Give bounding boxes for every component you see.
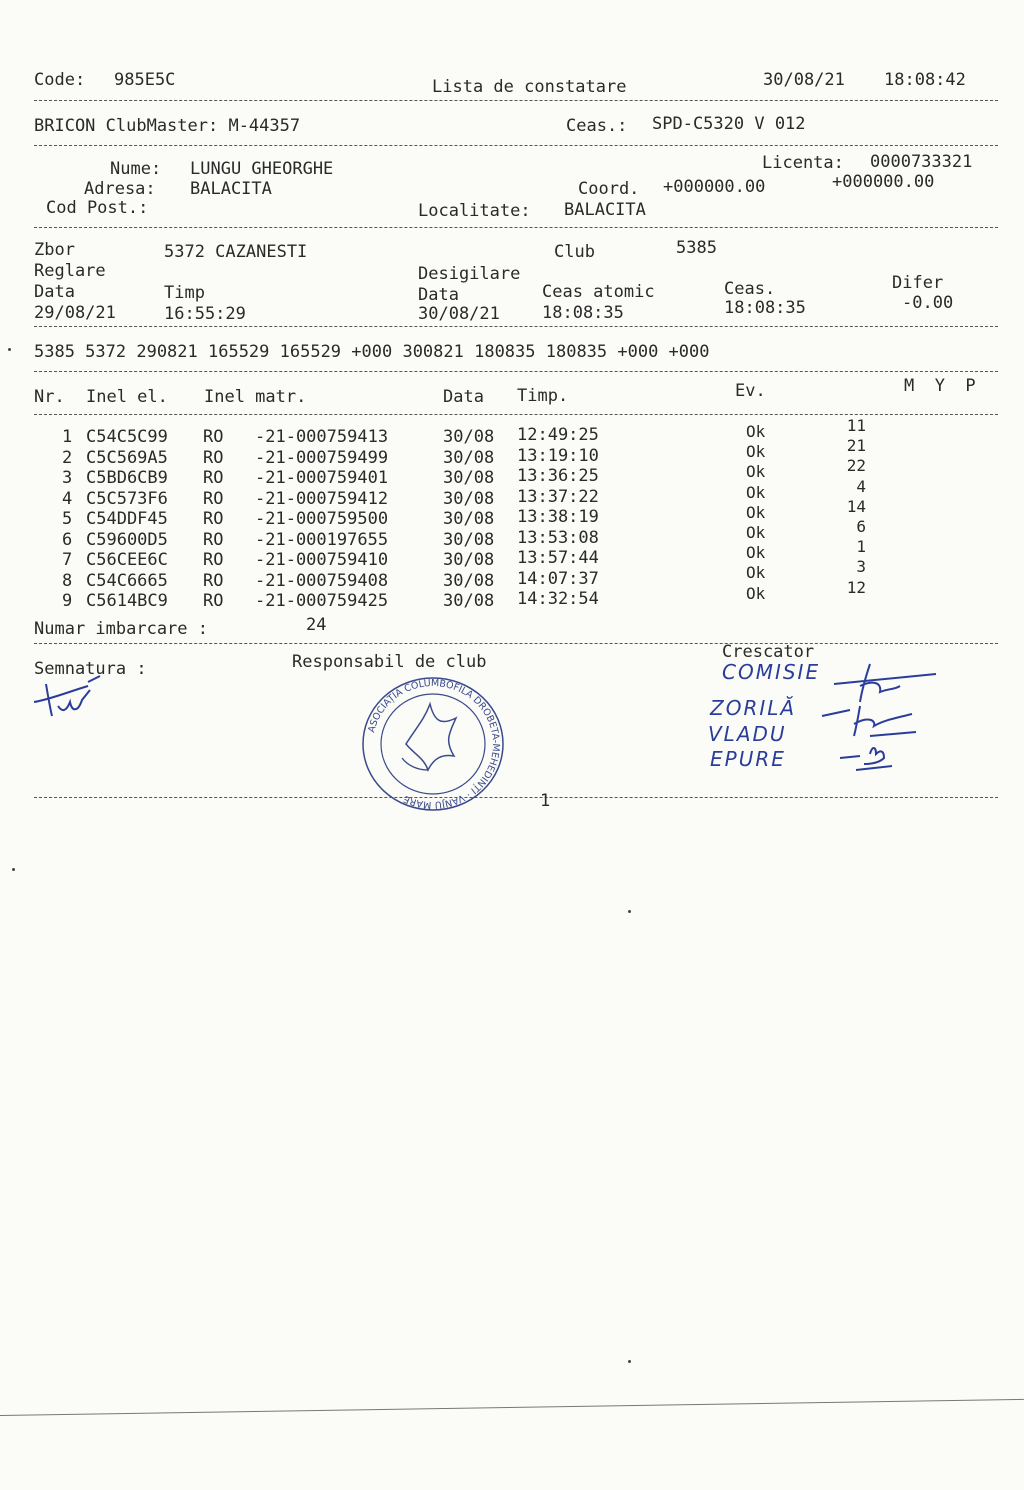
desigilare-label: Desigilare — [418, 264, 521, 284]
cell-nr: 6 — [62, 529, 73, 550]
cell-date: 30/08 — [443, 550, 495, 570]
cell-nr: 2 — [62, 447, 73, 468]
cell-date: 30/08 — [443, 570, 495, 591]
cell-el: C5BD6CB9 — [86, 468, 168, 488]
cell-time: 13:37:22 — [517, 486, 599, 507]
divider — [34, 145, 998, 146]
table-row — [0, 591, 1024, 611]
club-stamp — [358, 674, 508, 814]
divider — [34, 371, 998, 372]
clock-label: Ceas.: — [566, 116, 628, 136]
cell-nr: 4 — [62, 488, 73, 509]
signature-label: Semnatura : — [34, 659, 147, 679]
cell-ev: Ok — [746, 543, 766, 563]
cell-position: 6 — [856, 517, 866, 536]
commission-signatures — [820, 646, 950, 776]
col-data: Data — [443, 387, 484, 407]
cell-cc: RO — [203, 550, 224, 570]
cell-nr: 9 — [62, 591, 73, 611]
table-row — [0, 568, 1024, 591]
cell-el: C54C5C99 — [86, 427, 168, 447]
cell-matr: -21-000759410 — [255, 550, 389, 570]
commission-member: VLADU — [708, 722, 787, 746]
des-date-label: Data — [418, 285, 459, 305]
table-row — [0, 527, 1024, 550]
postal-label: Cod Post.: — [46, 198, 149, 218]
reg-date: 29/08/21 — [34, 303, 116, 323]
cell-time: 13:53:08 — [517, 527, 599, 548]
cell-time: 13:57:44 — [517, 548, 599, 568]
zbor-value: 5372 CAZANESTI — [164, 242, 308, 262]
cell-el: C5C569A5 — [86, 447, 168, 468]
club-responsible-label: Responsabil de club — [292, 652, 487, 672]
cell-cc: RO — [203, 570, 224, 591]
paper-speck — [8, 348, 11, 351]
stamp-text: ASOCIAȚIA COLUMBOFILĂ DROBETA-MEHEDINȚI · VÂNJU MARE — [366, 677, 502, 811]
cell-nr: 3 — [62, 468, 73, 488]
embark-count: 24 — [306, 615, 327, 635]
cell-cc: RO — [203, 488, 224, 509]
paper-edge — [0, 1399, 1024, 1416]
name-value: LUNGU GHEORGHE — [190, 159, 334, 179]
cell-position: 21 — [846, 436, 866, 456]
cell-matr: -21-000759499 — [255, 447, 389, 468]
cell-cc: RO — [203, 427, 224, 447]
locality-value: BALACITA — [564, 200, 646, 220]
ceas-label: Ceas. — [724, 279, 776, 299]
table-row — [0, 486, 1024, 509]
cell-el: C54C6665 — [86, 570, 168, 591]
cell-nr: 7 — [62, 550, 73, 570]
cell-cc: RO — [203, 468, 224, 488]
locality-label: Localitate: — [418, 201, 531, 221]
divider — [34, 797, 998, 798]
print-time: 18:08:42 — [884, 70, 966, 90]
cell-cc: RO — [203, 447, 224, 468]
cell-el: C56CEE6C — [86, 550, 168, 570]
coord-label: Coord. — [578, 179, 640, 199]
reg-time-label: Timp — [164, 283, 205, 303]
commission-member: ZORILĂ — [710, 696, 797, 720]
cell-nr: 8 — [62, 570, 73, 591]
print-date: 30/08/21 — [763, 70, 845, 90]
commission-title: COMISIE — [722, 660, 821, 684]
coord-2: +000000.00 — [832, 172, 935, 192]
address-label: Adresa: — [84, 179, 156, 199]
cell-time: 12:49:25 — [517, 425, 599, 445]
cell-el: C54DDF45 — [86, 509, 168, 529]
cell-ev: Ok — [746, 462, 766, 482]
cell-position: 4 — [856, 476, 866, 496]
address-value: BALACITA — [190, 179, 272, 199]
code-label: Code: — [34, 70, 86, 90]
cell-el: C59600D5 — [86, 529, 168, 550]
page-number: 1 — [540, 791, 551, 811]
cell-el: C5C573F6 — [86, 488, 168, 509]
club-label: Club — [554, 242, 595, 262]
cell-nr: 5 — [62, 509, 73, 529]
cell-el: C5614BC9 — [86, 591, 168, 611]
reg-date-label: Data — [34, 282, 75, 302]
cell-time: 13:19:10 — [517, 445, 599, 466]
cell-matr: -21-000759412 — [255, 488, 389, 509]
col-myp: M Y P — [904, 376, 976, 396]
name-label: Nume: — [110, 159, 162, 179]
atomic-time: 18:08:35 — [542, 303, 624, 323]
document-title: Lista de constatare — [432, 77, 627, 97]
cell-ev: Ok — [746, 502, 766, 522]
cell-cc: RO — [203, 529, 224, 550]
table-row — [0, 445, 1024, 468]
cell-ev: Ok — [746, 523, 766, 542]
table-row — [0, 427, 1024, 447]
ceas-time: 18:08:35 — [724, 298, 806, 318]
coord-1: +000000.00 — [663, 177, 766, 197]
cell-time: 13:38:19 — [517, 507, 599, 527]
cell-time: 13:36:25 — [517, 466, 599, 486]
cell-date: 30/08 — [443, 529, 495, 550]
atomic-label: Ceas atomic — [542, 282, 655, 302]
cell-date: 30/08 — [443, 591, 495, 611]
code-line: 5385 5372 290821 165529 165529 +000 300821 180835 180835 +000 +000 — [34, 342, 710, 362]
col-inel-matr: Inel matr. — [204, 387, 307, 407]
divider — [34, 326, 998, 327]
col-ev: Ev. — [735, 381, 766, 401]
cell-position: 12 — [846, 577, 866, 597]
club-value: 5385 — [676, 238, 717, 258]
divider — [34, 414, 998, 415]
cell-ev: Ok — [746, 583, 766, 603]
cell-matr: -21-000759413 — [255, 427, 389, 447]
paper-speck — [628, 910, 631, 913]
cell-ev: Ok — [746, 442, 766, 462]
des-date: 30/08/21 — [418, 304, 500, 324]
cell-nr: 1 — [62, 427, 73, 447]
signature-scribble — [28, 672, 118, 732]
dove-icon — [406, 704, 456, 770]
cell-time: 14:32:54 — [517, 589, 599, 609]
licence-value: 0000733321 — [870, 152, 973, 172]
divider — [34, 100, 998, 101]
cell-ev: Ok — [746, 563, 766, 583]
cell-date: 30/08 — [443, 447, 495, 468]
reglare-label: Reglare — [34, 261, 106, 281]
cell-cc: RO — [203, 591, 224, 611]
code-value: 985E5C — [114, 70, 176, 90]
table-row — [0, 550, 1024, 570]
table-row — [0, 509, 1024, 529]
cell-matr: -21-000759408 — [255, 570, 389, 591]
cell-matr: -21-000759500 — [255, 509, 389, 529]
cell-position: 14 — [846, 496, 866, 516]
cell-time: 14:07:37 — [517, 568, 599, 589]
cell-position: 11 — [846, 416, 866, 435]
embark-label: Numar imbarcare : — [34, 619, 208, 639]
col-inel-el: Inel el. — [86, 387, 168, 407]
commission-member: EPURE — [710, 747, 786, 771]
cell-cc: RO — [203, 509, 224, 529]
cell-matr: -21-000759425 — [255, 591, 389, 611]
reg-time: 16:55:29 — [164, 304, 246, 324]
breeder-label: Crescator — [722, 642, 815, 662]
cell-date: 30/08 — [443, 427, 495, 447]
cell-ev: Ok — [746, 482, 766, 502]
difer-label: Difer — [892, 273, 944, 293]
zbor-label: Zbor — [34, 240, 75, 260]
licence-label: Licenta: — [762, 153, 844, 173]
paper-speck — [12, 868, 15, 871]
cell-position: 1 — [856, 537, 866, 557]
cell-date: 30/08 — [443, 509, 495, 529]
cell-ev: Ok — [746, 422, 766, 441]
cell-date: 30/08 — [443, 488, 495, 509]
clock-id: SPD-C5320 V 012 — [652, 114, 806, 134]
col-timp: Timp. — [517, 386, 569, 406]
cell-position: 22 — [846, 456, 866, 476]
col-nr: Nr. — [34, 387, 65, 407]
difer-value: -0.00 — [902, 293, 954, 313]
table-row — [0, 468, 1024, 488]
cell-position: 3 — [856, 557, 866, 577]
cell-date: 30/08 — [443, 468, 495, 488]
cell-matr: -21-000759401 — [255, 468, 389, 488]
paper-speck — [628, 1360, 631, 1363]
system-id: BRICON ClubMaster: M-44357 — [34, 116, 301, 136]
divider — [34, 643, 998, 644]
divider — [34, 227, 998, 228]
cell-matr: -21-000197655 — [255, 529, 389, 550]
